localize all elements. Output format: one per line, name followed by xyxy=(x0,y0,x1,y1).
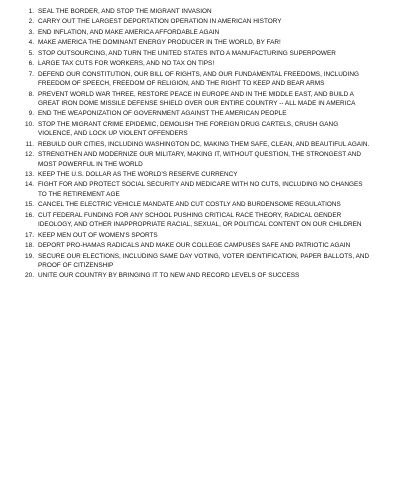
list-item xyxy=(22,90,392,109)
list-item xyxy=(22,170,392,179)
list-item-number: 15. xyxy=(25,201,34,209)
list-item-number: 6. xyxy=(28,60,34,68)
list-item xyxy=(22,7,392,16)
list-item xyxy=(22,180,392,199)
list-item xyxy=(22,271,392,280)
list-item-number: 17. xyxy=(25,231,34,239)
list-item-number: 19. xyxy=(25,252,34,260)
list-item-number: 8. xyxy=(28,90,34,98)
list-item-text: REBUILD OUR CITIES, INCLUDING WASHINGTON DC, MAKING THEM SAFE, CLEAN, AND BEAUTIFUL AGAIN. xyxy=(38,140,370,148)
list-item xyxy=(22,140,392,149)
list-item xyxy=(22,17,392,26)
list-item-text: KEEP MEN OUT OF WOMEN'S SPORTS xyxy=(38,231,158,239)
list-item-number: 7. xyxy=(28,70,34,78)
list-item-text: LARGE TAX CUTS FOR WORKERS, AND NO TAX ON TIPS! xyxy=(38,60,215,68)
list-item-number: 13. xyxy=(25,171,34,178)
list-item-number: 2. xyxy=(28,18,34,26)
list-item-text: END THE WEAPONIZATION OF GOVERNMENT AGAINST THE AMERICAN PEOPLE xyxy=(38,110,287,118)
list-item-text: PREVENT WORLD WAR THREE, RESTORE PEACE IN EUROPE AND IN THE MIDDLE EAST, AND BUILD A GREAT IRON DOME MISSILE DEFENSE SHIELD OVER OUR ENTIRE COUNTRY -- ALL MADE IN AMERICA xyxy=(38,90,356,107)
list-item-text: SEAL THE BORDER, AND STOP THE MIGRANT INVASION xyxy=(38,8,212,15)
list-item xyxy=(22,120,392,139)
list-item xyxy=(22,150,392,169)
list-item-text: STOP THE MIGRANT CRIME EPIDEMIC, DEMOLISH THE FOREIGN DRUG CARTELS, CRUSH GANG VIOLENCE, AND LOCK UP VIOLENT OFFENDERS xyxy=(38,120,339,138)
list-item-text: DEPORT PRO-HAMAS RADICALS AND MAKE OUR COLLEGE CAMPUSES SAFE AND PATRIOTIC AGAIN xyxy=(38,242,351,250)
list-item xyxy=(22,28,392,37)
list-item xyxy=(22,252,392,271)
list-item-text: FIGHT FOR AND PROTECT SOCIAL SECURITY AND MEDICARE WITH NO CUTS, INCLUDING NO CHANGES TO THE RETIREMENT AGE xyxy=(38,181,363,198)
list-item-text: STOP OUTSOURCING, AND TURN THE UNITED STATES INTO A MANUFACTURING SUPERPOWER xyxy=(38,49,336,57)
numbered-list xyxy=(22,7,392,282)
list-item-text: END INFLATION, AND MAKE AMERICA AFFORDABLE AGAIN xyxy=(38,28,220,36)
list-item-number: 14. xyxy=(25,181,34,189)
list-item-text: DEFEND OUR CONSTITUTION, OUR BILL OF RIGHTS, AND OUR FUNDAMENTAL FREEDOMS, INCLUDING FREEDOM OF SPEECH, FREEDOM OF RELIGION, AND THE RIGHT TO KEEP AND BEAR ARMS xyxy=(38,70,359,88)
list-item-text: CUT FEDERAL FUNDING FOR ANY SCHOOL PUSHING CRITICAL RACE THEORY, RADICAL GENDER IDEOLOGY, AND OTHER INAPPROPRIATE RACIAL, SEXUAL, OR POLITICAL CONTENT ON OUR CHILDREN xyxy=(38,211,362,229)
list-item-number: 18. xyxy=(25,242,34,250)
list-item xyxy=(22,211,392,230)
list-item-number: 12. xyxy=(25,151,34,159)
list-item-number: 5. xyxy=(28,49,34,57)
list-item-number: 3. xyxy=(28,28,34,36)
list-item xyxy=(22,70,392,89)
list-item xyxy=(22,200,392,209)
list-item-number: 1. xyxy=(28,8,34,15)
list-item xyxy=(22,38,392,47)
list-item-text: CARRY OUT THE LARGEST DEPORTATION OPERATION IN AMERICAN HISTORY xyxy=(38,18,282,26)
list-item-number: 4. xyxy=(28,39,34,47)
list-item-number: 16. xyxy=(25,211,34,219)
list-item xyxy=(22,241,392,250)
list-item-text: STRENGTHEN AND MODERNIZE OUR MILITARY, MAKING IT, WITHOUT QUESTION, THE STRONGEST AND MOST POWERFUL IN THE WORLD xyxy=(38,151,362,168)
list-item-text: CANCEL THE ELECTRIC VEHICLE MANDATE AND CUT COSTLY AND BURDENSOME REGULATIONS xyxy=(38,201,341,209)
list-item xyxy=(22,231,392,240)
list-item xyxy=(22,49,392,58)
list-item-number: 9. xyxy=(28,110,34,118)
list-item-text: MAKE AMERICA THE DOMINANT ENERGY PRODUCER IN THE WORLD, BY FAR! xyxy=(38,39,281,47)
list-item-number: 10. xyxy=(25,120,34,128)
list-item-text: KEEP THE U.S. DOLLAR AS THE WORLD'S RESERVE CURRENCY xyxy=(38,171,238,178)
list-item-text: UNITE OUR COUNTRY BY BRINGING IT TO NEW AND RECORD LEVELS OF SUCCESS xyxy=(38,272,300,280)
list-item xyxy=(22,59,392,68)
list-item-number: 20. xyxy=(25,272,34,280)
list-item-text: SECURE OUR ELECTIONS, INCLUDING SAME DAY VOTING, VOTER IDENTIFICATION, PAPER BALLOTS, AND PROOF OF CITIZENSHIP xyxy=(38,252,370,269)
list-item xyxy=(22,109,392,118)
list-item-number: 11. xyxy=(25,140,34,148)
